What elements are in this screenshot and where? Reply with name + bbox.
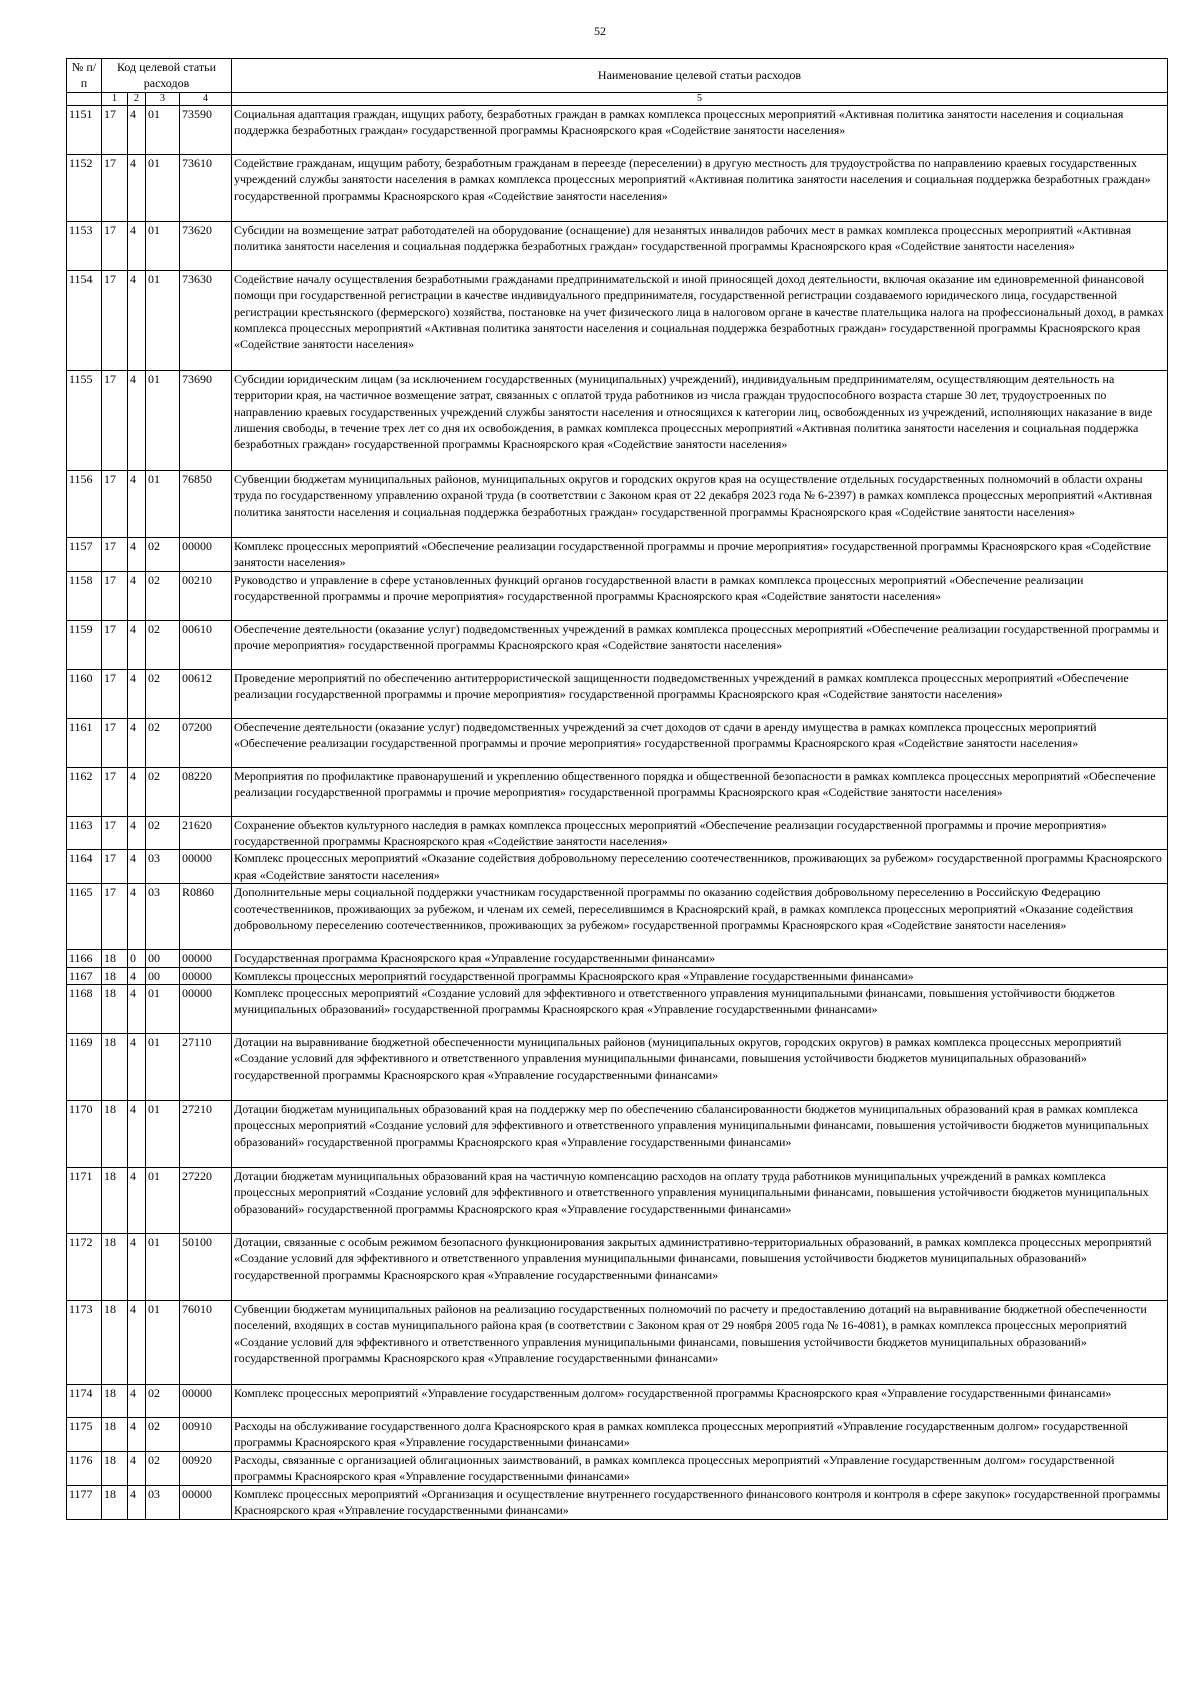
code-part-2-cell: 4: [128, 1418, 146, 1452]
code-part-2-cell: 4: [128, 669, 146, 718]
table-row: [67, 571, 1168, 620]
table-row: [67, 767, 1168, 816]
table-row: [67, 1168, 1168, 1234]
code-part-3-cell: 01: [146, 370, 180, 470]
code-part-2-cell: 4: [128, 718, 146, 767]
row-number-cell: 1169: [67, 1034, 102, 1101]
code-part-4-cell: 07200: [180, 718, 232, 767]
table-row: [67, 950, 1168, 967]
code-part-1-cell: 18: [102, 967, 128, 984]
expense-name-cell: Комплексы процессных мероприятий государственной программы Красноярского края «Управление государственными финансами»: [232, 967, 1168, 984]
code-part-1-cell: 18: [102, 1301, 128, 1385]
row-number-cell: 1163: [67, 816, 102, 850]
code-part-2-cell: 4: [128, 270, 146, 370]
code-part-3-cell: 03: [146, 850, 180, 884]
code-part-2-cell: 4: [128, 1168, 146, 1234]
row-number-cell: 1174: [67, 1385, 102, 1418]
expense-name-cell: Дотации бюджетам муниципальных образований края на частичную компенсацию расходов на оплату труда работников муниципальных учреждений в рамках комплекса процессных мероприятий «Создание условий для эффективного и ответственного управления муниципальными финансами, повышения устойчивости бюджетов муниципальных образований» государственной программы Красноярского края «Управление государственными финансами»: [232, 1168, 1168, 1234]
code-part-2-cell: 4: [128, 1101, 146, 1168]
row-number-cell: 1165: [67, 884, 102, 950]
column-number: 5: [232, 92, 1168, 105]
code-part-1-cell: 17: [102, 154, 128, 221]
code-part-1-cell: 18: [102, 1234, 128, 1301]
table-row: [67, 850, 1168, 884]
code-part-1-cell: 18: [102, 1385, 128, 1418]
code-part-2-cell: 4: [128, 1034, 146, 1101]
code-part-1-cell: 18: [102, 985, 128, 1034]
code-part-3-cell: 02: [146, 571, 180, 620]
row-number-cell: 1176: [67, 1451, 102, 1485]
expense-name-cell: Содействие началу осуществления безработными гражданами предпринимательской и иной приносящей доход деятельности, включая оказание им единовременной финансовой помощи при государственной регистрации в качестве индивидуального предпринимателя, государственной регистрации создаваемого юридического лица, государственной регистрации крестьянского (фермерского) хозяйства, постановке на учет физического лица в налоговом органе в качестве плательщика налога на профессиональный доход, в рамках комплекса процессных мероприятий «Активная политика занятости населения и социальная поддержка безработных граждан» государственной программы Красноярского края «Содействие занятости населения»: [232, 270, 1168, 370]
code-part-4-cell: 00910: [180, 1418, 232, 1452]
code-part-4-cell: 27210: [180, 1101, 232, 1168]
row-number-cell: 1177: [67, 1485, 102, 1519]
code-part-1-cell: 17: [102, 850, 128, 884]
code-part-2-cell: 4: [128, 537, 146, 571]
code-part-1-cell: 17: [102, 718, 128, 767]
code-part-3-cell: 02: [146, 537, 180, 571]
table-row: [67, 669, 1168, 718]
expense-name-cell: Обеспечение деятельности (оказание услуг) подведомственных учреждений за счет доходов от сдачи в аренду имущества в рамках комплекса процессных мероприятий «Обеспечение реализации государственной программы и прочие мероприятия» государственной программы Красноярского края «Содействие занятости населения»: [232, 718, 1168, 767]
code-part-2-cell: 4: [128, 816, 146, 850]
page-number: 52: [594, 24, 606, 38]
code-part-3-cell: 02: [146, 1418, 180, 1452]
code-part-4-cell: 00000: [180, 1485, 232, 1519]
table-row: [67, 1451, 1168, 1485]
code-part-2-cell: 4: [128, 850, 146, 884]
code-part-1-cell: 17: [102, 620, 128, 669]
expense-name-cell: Проведение мероприятий по обеспечению антитеррористической защищенности подведомственных учреждений в рамках комплекса процессных мероприятий «Обеспечение реализации государственной программы и прочие мероприятия» государственной программы Красноярского края «Содействие занятости населения»: [232, 669, 1168, 718]
code-part-1-cell: 18: [102, 1485, 128, 1519]
expense-name-cell: Государственная программа Красноярского края «Управление государственными финансами»: [232, 950, 1168, 967]
code-part-1-cell: 17: [102, 221, 128, 270]
code-part-3-cell: 02: [146, 718, 180, 767]
code-part-3-cell: 01: [146, 1101, 180, 1168]
table-row: [67, 221, 1168, 270]
code-part-3-cell: 01: [146, 985, 180, 1034]
code-part-1-cell: 17: [102, 571, 128, 620]
row-number-cell: 1157: [67, 537, 102, 571]
expense-name-cell: Комплекс процессных мероприятий «Создание условий для эффективного и ответственного управления муниципальными финансами, повышения устойчивости бюджетов муниципальных образований» государственной программы Красноярского края «Управление государственными финансами»: [232, 985, 1168, 1034]
code-part-4-cell: 73620: [180, 221, 232, 270]
column-number: 3: [146, 92, 180, 105]
code-part-4-cell: 00000: [180, 850, 232, 884]
code-part-1-cell: 17: [102, 537, 128, 571]
code-part-4-cell: 00000: [180, 950, 232, 967]
table-row: [67, 1101, 1168, 1168]
code-part-3-cell: 01: [146, 470, 180, 537]
code-part-1-cell: 18: [102, 1168, 128, 1234]
code-part-1-cell: 17: [102, 370, 128, 470]
header-row: [67, 59, 1168, 93]
expense-name-cell: Дотации на выравнивание бюджетной обеспеченности муниципальных районов (муниципальных округов, городских округов) в рамках комплекса процессных мероприятий «Создание условий для эффективного и ответственного управления муниципальными финансами, повышения устойчивости бюджетов муниципальных образований» государственной программы Красноярского края «Управление государственными финансами»: [232, 1034, 1168, 1101]
code-part-1-cell: 17: [102, 470, 128, 537]
expense-name-cell: Расходы, связанные с организацией облигационных заимствований, в рамках комплекса процессных мероприятий «Управление государственным долгом» государственной программы Красноярского края «Управление государственными финансами»: [232, 1451, 1168, 1485]
code-part-1-cell: 17: [102, 816, 128, 850]
code-part-4-cell: 76010: [180, 1301, 232, 1385]
row-number-cell: 1171: [67, 1168, 102, 1234]
row-number-cell: 1175: [67, 1418, 102, 1452]
table-row: [67, 370, 1168, 470]
table-row: [67, 985, 1168, 1034]
table-row: [67, 718, 1168, 767]
code-part-2-cell: 4: [128, 370, 146, 470]
code-part-4-cell: 21620: [180, 816, 232, 850]
code-part-4-cell: 73610: [180, 154, 232, 221]
table-row: [67, 1385, 1168, 1418]
code-part-2-cell: 4: [128, 1485, 146, 1519]
expense-name-cell: Руководство и управление в сфере установленных функций органов государственной власти в рамках комплекса процессных мероприятий «Обеспечение реализации государственной программы и прочие мероприятия» государственной программы Красноярского края «Содействие занятости населения»: [232, 571, 1168, 620]
code-part-4-cell: 27220: [180, 1168, 232, 1234]
code-part-2-cell: 4: [128, 571, 146, 620]
expense-name-cell: Субсидии юридическим лицам (за исключением государственных (муниципальных) учреждений), индивидуальным предпринимателям, осуществляющим деятельность на территории края, на частичное возмещение затрат, связанных с оплатой труда работников из числа граждан трудоспособного возраста старше 30 лет, трудоустроенных по направлению краевых государственных учреждений службы занятости населения и относящихся к категории лиц, освобожденных из учреждений, исполняющих наказание в виде лишения свободы, в течение трех лет со дня их освобождения, в рамках комплекса процессных мероприятий «Активная политика занятости населения и социальная поддержка безработных граждан» государственной программы Красноярского края «Содействие занятости населения»: [232, 370, 1168, 470]
expense-name-cell: Комплекс процессных мероприятий «Управление государственным долгом» государственной программы Красноярского края «Управление государственными финансами»: [232, 1385, 1168, 1418]
expense-name-cell: Дополнительные меры социальной поддержки участникам государственной программы по оказанию содействия добровольному переселению в Российскую Федерацию соотечественников, проживающих за рубежом, и членам их семей, переселившимся в Красноярский край, в рамках комплекса процессных мероприятий «Оказание содействия добровольному переселению соотечественников, проживающих за рубежом» государственной программы Красноярского края «Содействие занятости населения»: [232, 884, 1168, 950]
code-part-4-cell: 00612: [180, 669, 232, 718]
table-row: [67, 1234, 1168, 1301]
column-number-row: [67, 92, 1168, 105]
row-number-cell: 1153: [67, 221, 102, 270]
code-part-3-cell: 01: [146, 270, 180, 370]
code-header: Код целевой статьи расходов: [102, 59, 232, 93]
row-number-cell: 1151: [67, 105, 102, 154]
code-part-3-cell: 01: [146, 1034, 180, 1101]
code-part-3-cell: 01: [146, 1234, 180, 1301]
code-part-1-cell: 17: [102, 270, 128, 370]
code-part-4-cell: 08220: [180, 767, 232, 816]
code-part-2-cell: 0: [128, 950, 146, 967]
code-part-1-cell: 18: [102, 1034, 128, 1101]
expense-name-cell: Сохранение объектов культурного наследия в рамках комплекса процессных мероприятий «Обеспечение реализации государственной программы и прочие мероприятия» государственной программы Красноярского края «Содействие занятости населения»: [232, 816, 1168, 850]
name-header: Наименование целевой статьи расходов: [232, 59, 1168, 93]
row-number-cell: 1156: [67, 470, 102, 537]
code-part-2-cell: 4: [128, 1301, 146, 1385]
row-number-cell: 1161: [67, 718, 102, 767]
expense-name-cell: Содействие гражданам, ищущим работу, безработным гражданам в переезде (переселении) в другую местность для трудоустройства по направлению краевых государственных учреждений службы занятости населения в рамках комплекса процессных мероприятий «Активная политика занятости населения и социальная поддержка безработных граждан» государственной программы Красноярского края «Содействие занятости населения»: [232, 154, 1168, 221]
expense-name-cell: Комплекс процессных мероприятий «Обеспечение реализации государственной программы и прочие мероприятия» государственной программы Красноярского края «Содействие занятости населения»: [232, 537, 1168, 571]
budget-table: [66, 58, 1168, 1520]
num-header: № п/п: [67, 59, 102, 93]
code-part-4-cell: 00000: [180, 537, 232, 571]
table-row: [67, 154, 1168, 221]
code-part-4-cell: 00000: [180, 1385, 232, 1418]
table-row: [67, 270, 1168, 370]
column-number: [67, 92, 102, 105]
row-number-cell: 1168: [67, 985, 102, 1034]
row-number-cell: 1167: [67, 967, 102, 984]
table-row: [67, 1418, 1168, 1452]
code-part-2-cell: 4: [128, 470, 146, 537]
expense-name-cell: Мероприятия по профилактике правонарушений и укреплению общественного порядка и общественной безопасности в рамках комплекса процессных мероприятий «Обеспечение реализации государственной программы и прочие мероприятия» государственной программы Красноярского края «Содействие занятости населения»: [232, 767, 1168, 816]
expense-name-cell: Дотации бюджетам муниципальных образований края на поддержку мер по обеспечению сбалансированности бюджетов муниципальных образований края в рамках комплекса процессных мероприятий «Создание условий для эффективного и ответственного управления муниципальными финансами, повышения устойчивости бюджетов муниципальных образований» государственной программы Красноярского края «Управление государственными финансами»: [232, 1101, 1168, 1168]
code-part-3-cell: 01: [146, 105, 180, 154]
table-row: [67, 967, 1168, 984]
code-part-4-cell: 00610: [180, 620, 232, 669]
column-number: 4: [180, 92, 232, 105]
column-number: 1: [102, 92, 128, 105]
code-part-2-cell: 4: [128, 967, 146, 984]
code-part-4-cell: 50100: [180, 1234, 232, 1301]
code-part-1-cell: 17: [102, 767, 128, 816]
row-number-cell: 1155: [67, 370, 102, 470]
table-row: [67, 1485, 1168, 1519]
code-part-4-cell: 73590: [180, 105, 232, 154]
expense-name-cell: Обеспечение деятельности (оказание услуг) подведомственных учреждений в рамках комплекса процессных мероприятий «Обеспечение реализации государственной программы и прочие мероприятия» государственной программы Красноярского края «Содействие занятости населения»: [232, 620, 1168, 669]
row-number-cell: 1172: [67, 1234, 102, 1301]
code-part-2-cell: 4: [128, 221, 146, 270]
expense-name-cell: Субвенции бюджетам муниципальных районов на реализацию государственных полномочий по расчету и предоставлению дотаций на выравнивание бюджетной обеспеченности поселений, входящих в состав муниципального района края (в соответствии с Законом края от 29 ноября 2005 года № 16-4081), в рамках комплекса процессных мероприятий «Создание условий для эффективного и ответственного управления муниципальными финансами, повышения устойчивости бюджетов муниципальных образований» государственной программы Красноярского края «Управление государственными финансами»: [232, 1301, 1168, 1385]
expense-name-cell: Субвенции бюджетам муниципальных районов, муниципальных округов и городских округов края на осуществление отдельных государственных полномочий в области охраны труда по государственному управлению охраной труда (в соответствии с Законом края от 22 декабря 2023 года № 6-2397) в рамках комплекса процессных мероприятий «Активная политика занятости населения и социальная поддержка безработных граждан» государственной программы Красноярского края «Содействие занятости населения»: [232, 470, 1168, 537]
row-number-cell: 1173: [67, 1301, 102, 1385]
table-row: [67, 1034, 1168, 1101]
code-part-3-cell: 01: [146, 221, 180, 270]
code-part-3-cell: 01: [146, 1168, 180, 1234]
row-number-cell: 1160: [67, 669, 102, 718]
expense-name-cell: Расходы на обслуживание государственного долга Красноярского края в рамках комплекса процессных мероприятий «Управление государственным долгом» государственной программы Красноярского края «Управление государственными финансами»: [232, 1418, 1168, 1452]
table-row: [67, 620, 1168, 669]
code-part-3-cell: 00: [146, 950, 180, 967]
code-part-2-cell: 4: [128, 1385, 146, 1418]
code-part-1-cell: 17: [102, 884, 128, 950]
code-part-1-cell: 18: [102, 950, 128, 967]
row-number-cell: 1154: [67, 270, 102, 370]
row-number-cell: 1158: [67, 571, 102, 620]
code-part-4-cell: R0860: [180, 884, 232, 950]
code-part-1-cell: 18: [102, 1451, 128, 1485]
column-number: 2: [128, 92, 146, 105]
code-part-4-cell: 73630: [180, 270, 232, 370]
code-part-2-cell: 4: [128, 154, 146, 221]
code-part-2-cell: 4: [128, 105, 146, 154]
table-row: [67, 470, 1168, 537]
code-part-1-cell: 18: [102, 1101, 128, 1168]
code-part-3-cell: 02: [146, 816, 180, 850]
row-number-cell: 1152: [67, 154, 102, 221]
expense-name-cell: Комплекс процессных мероприятий «Организация и осуществление внутреннего государственного финансового контроля и контроля в сфере закупок» государственной программы Красноярского края «Управление государственными финансами»: [232, 1485, 1168, 1519]
code-part-2-cell: 4: [128, 1451, 146, 1485]
code-part-1-cell: 18: [102, 1418, 128, 1452]
code-part-3-cell: 00: [146, 967, 180, 984]
row-number-cell: 1159: [67, 620, 102, 669]
row-number-cell: 1166: [67, 950, 102, 967]
code-part-4-cell: 76850: [180, 470, 232, 537]
code-part-3-cell: 02: [146, 1385, 180, 1418]
code-part-2-cell: 4: [128, 1234, 146, 1301]
table-row: [67, 1301, 1168, 1385]
code-part-3-cell: 02: [146, 669, 180, 718]
code-part-3-cell: 03: [146, 1485, 180, 1519]
table-row: [67, 105, 1168, 154]
code-part-3-cell: 03: [146, 884, 180, 950]
expense-name-cell: Социальная адаптация граждан, ищущих работу, безработных граждан в рамках комплекса процессных мероприятий «Активная политика занятости населения и социальная поддержка безработных граждан» государственной программы Красноярского края «Содействие занятости населения»: [232, 105, 1168, 154]
code-part-1-cell: 17: [102, 669, 128, 718]
row-number-cell: 1164: [67, 850, 102, 884]
code-part-2-cell: 4: [128, 767, 146, 816]
code-part-4-cell: 27110: [180, 1034, 232, 1101]
code-part-3-cell: 01: [146, 1301, 180, 1385]
code-part-4-cell: 73690: [180, 370, 232, 470]
table-row: [67, 537, 1168, 571]
code-part-3-cell: 02: [146, 620, 180, 669]
code-part-2-cell: 4: [128, 620, 146, 669]
code-part-4-cell: 00210: [180, 571, 232, 620]
code-part-4-cell: 00000: [180, 967, 232, 984]
expense-name-cell: Субсидии на возмещение затрат работодателей на оборудование (оснащение) для незанятых инвалидов рабочих мест в рамках комплекса процессных мероприятий «Активная политика занятости населения и социальная поддержка безработных граждан» государственной программы Красноярского края «Содействие занятости населения»: [232, 221, 1168, 270]
table-row: [67, 884, 1168, 950]
expense-name-cell: Комплекс процессных мероприятий «Оказание содействия добровольному переселению соотечественников, проживающих за рубежом» государственной программы Красноярского края «Содействие занятости населения»: [232, 850, 1168, 884]
code-part-1-cell: 17: [102, 105, 128, 154]
table-row: [67, 816, 1168, 850]
code-part-4-cell: 00000: [180, 985, 232, 1034]
code-part-3-cell: 02: [146, 767, 180, 816]
code-part-2-cell: 4: [128, 884, 146, 950]
row-number-cell: 1162: [67, 767, 102, 816]
row-number-cell: 1170: [67, 1101, 102, 1168]
code-part-2-cell: 4: [128, 985, 146, 1034]
code-part-4-cell: 00920: [180, 1451, 232, 1485]
code-part-3-cell: 01: [146, 154, 180, 221]
expense-name-cell: Дотации, связанные с особым режимом безопасного функционирования закрытых административно-территориальных образований, в рамках комплекса процессных мероприятий «Создание условий для эффективного и ответственного управления муниципальными финансами, повышения устойчивости бюджетов муниципальных образований» государственной программы Красноярского края «Управление государственными финансами»: [232, 1234, 1168, 1301]
code-part-3-cell: 02: [146, 1451, 180, 1485]
